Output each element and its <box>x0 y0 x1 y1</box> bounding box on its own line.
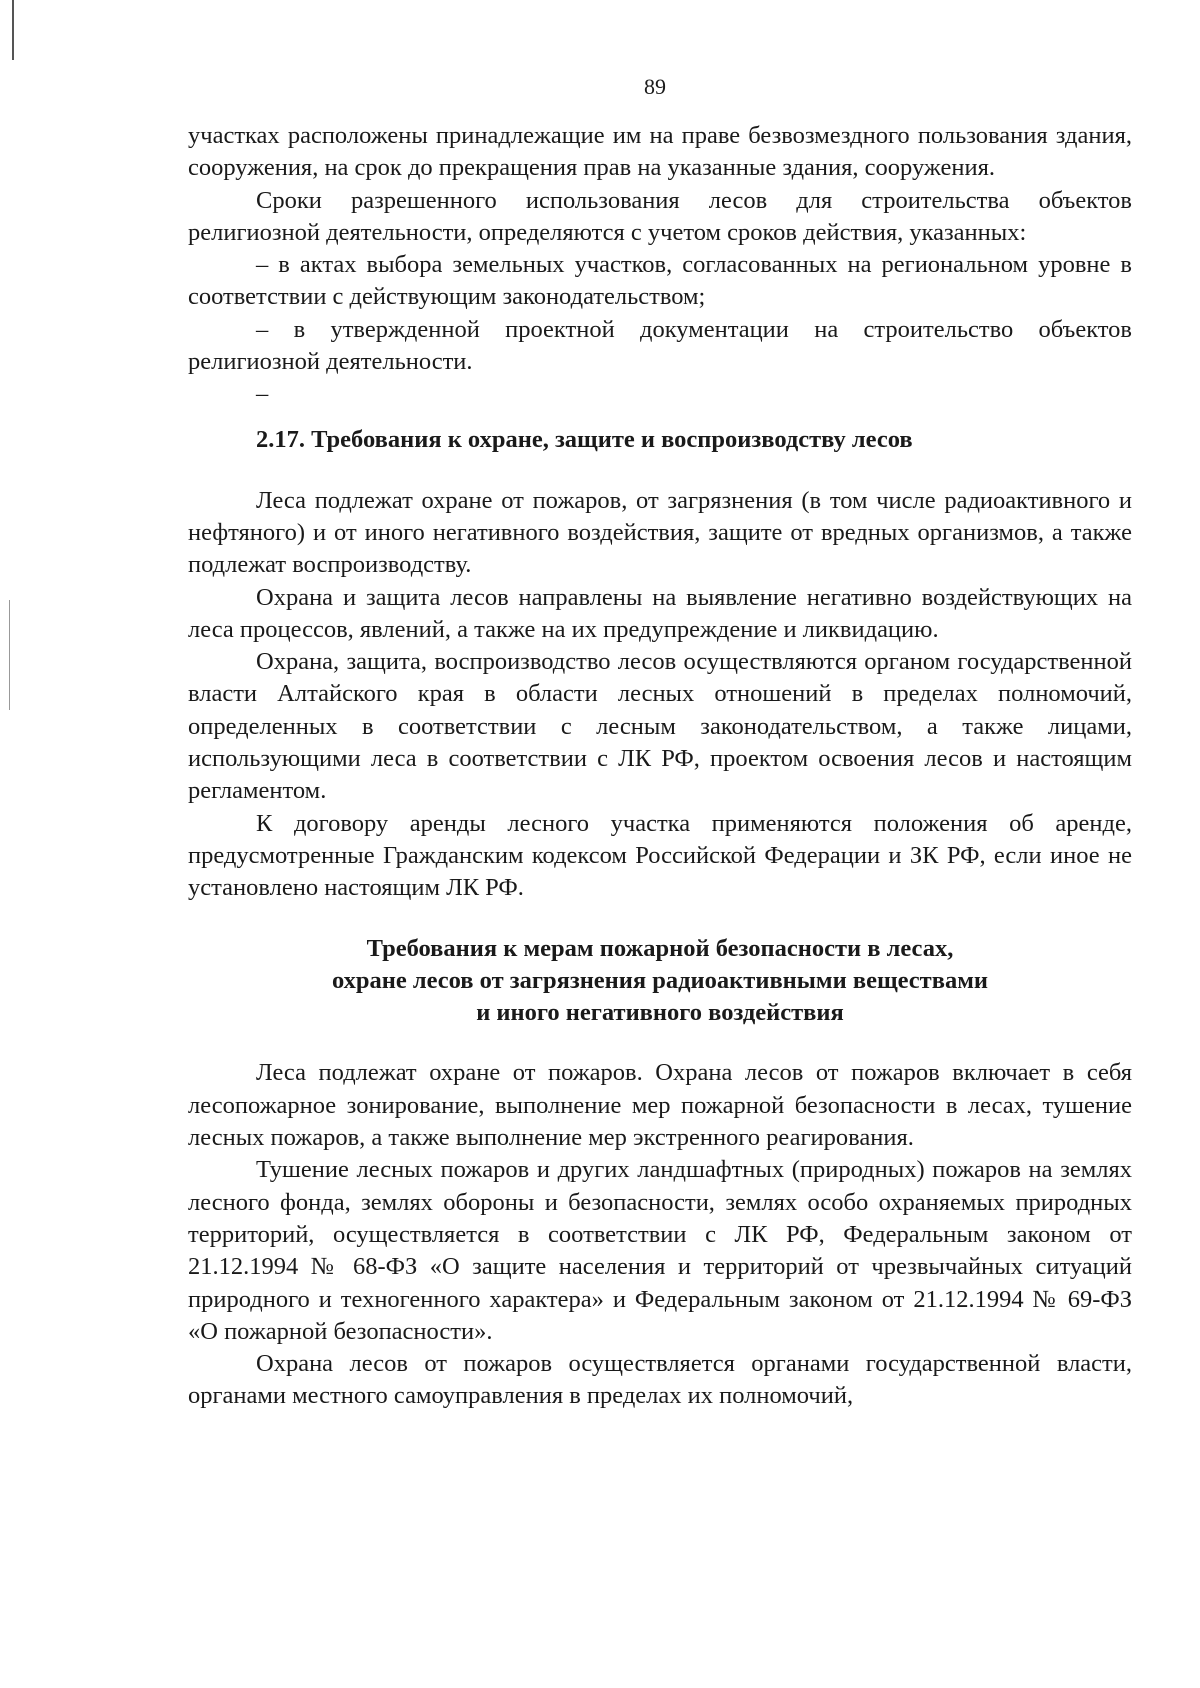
subsection-heading-line-2: охране лесов от загрязнения радиоактивными веществами <box>331 966 989 994</box>
stray-dash: – <box>256 380 269 408</box>
section-paragraph-4: К договору аренды лесного участка применяются положения об аренде, предусмотренные Гражданским кодексом Российской Федерации и ЗК РФ, если иное не установлено настоящим ЛК РФ. <box>188 809 1132 902</box>
document-body <box>188 120 1132 1413</box>
terms-item-1: – в актах выбора земельных участков, согласованных на региональном уровне в соответствии с действующим законодательством; <box>188 251 1132 311</box>
page-number: 89 <box>644 74 666 99</box>
subsection-paragraph-3: Охрана лесов от пожаров осуществляется органами государственной власти, органами местного самоуправления в пределах их полномочий, <box>188 1350 1132 1410</box>
terms-item-2: – в утвержденной проектной документации на строительство объектов религиозной деятельности. <box>188 315 1132 376</box>
subsection-paragraph-2: Тушение лесных пожаров и других ландшафтных (природных) пожаров на землях лесного фонда, землях обороны и безопасности, землях особо охраняемых природных территорий, осуществляется в соответствии с ЛК РФ, Федеральным законом от 21.12.1994 № 68-ФЗ «О защите населения и территорий от чрезвычайных ситуаций природного и техногенного характера» и Федеральным законом от 21.12.1994 № 69-ФЗ «О пожарной безопасности». <box>188 1156 1132 1345</box>
section-paragraph-2: Охрана и защита лесов направлены на выявление негативно воздействующих на леса процессов, явлений, а также на их предупреждение и ликвидацию. <box>188 583 1132 643</box>
continuation-paragraph: участках расположены принадлежащие им на праве безвозмездного пользования здания, сооружения, на срок до прекращения прав на указанные здания, сооружения. <box>188 122 1132 182</box>
section-paragraph-3: Охрана, защита, воспроизводство лесов осуществляются органом государственной власти Алтайского края в области лесных отношений в пределах полномочий, определенных в соответствии с лесным законодательством, а также лицами, использующими леса в соответствии с ЛК РФ, проектом освоения лесов и настоящим регламентом. <box>188 648 1132 805</box>
scan-edge-mark <box>12 0 14 60</box>
section-heading: 2.17. Требования к охране, защите и воспроизводству лесов <box>256 426 913 454</box>
subsection-heading-line-1: Требования к мерам пожарной безопасности в лесах, <box>366 934 954 962</box>
subsection-heading <box>188 933 1132 1030</box>
terms-paragraph: Сроки разрешенного использования лесов для строительства объектов религиозной деятельности, определяются с учетом сроков действия, указанных: <box>188 186 1132 246</box>
subsection-paragraph-1: Леса подлежат охране от пожаров. Охрана лесов от пожаров включает в себя лесопожарное зонирование, выполнение мер пожарной безопасности в лесах, тушение лесных пожаров, а также выполнение мер экстренного реагирования. <box>188 1059 1132 1152</box>
scan-edge-mark-lower <box>9 600 10 710</box>
section-paragraph-1: Леса подлежат охране от пожаров, от загрязнения (в том числе радиоактивного и нефтяного) и от иного негативного воздействия, защите от вредных организмов, а также подлежат воспроизводству. <box>188 486 1132 579</box>
subsection-heading-line-3: и иного негативного воздействия <box>476 999 844 1027</box>
